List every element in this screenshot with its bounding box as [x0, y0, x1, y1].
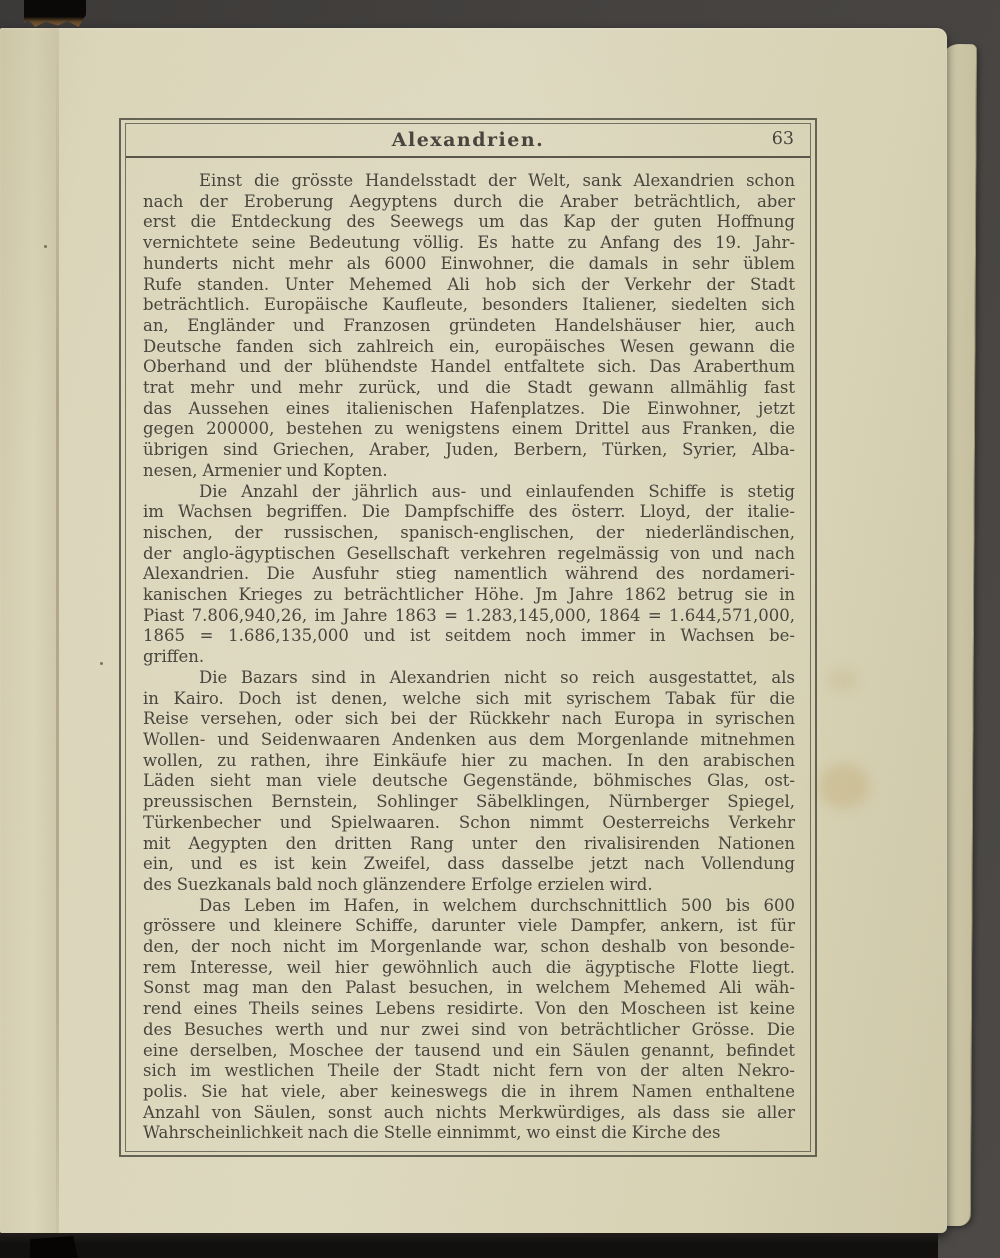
text-line: griffen. — [143, 647, 205, 667]
text-line: 1865 = 1.686,135,000 und ist seitdem noch immer in Wachsen be- — [143, 626, 795, 646]
binding-margin-shade — [0, 28, 56, 1233]
text-line: nach der Eroberung Aegyptens durch die Araber beträchtlich, aber — [143, 191, 795, 211]
text-line: Piast 7.806,940,26, im Jahre 1863 = 1.283,145,000, 1864 = 1.644,571,000, — [143, 605, 795, 625]
page-title: Alexandrien. — [391, 129, 545, 151]
text-line: Anzahl von Säulen, sonst auch nichts Merkwürdiges, als dass sie aller — [143, 1102, 795, 1122]
text-line: Das Leben im Hafen, in welchem durchschnittlich 500 bis 600 — [199, 895, 795, 915]
text-line: Die Bazars sind in Alexandrien nicht so reich ausgestattet, als — [199, 667, 795, 687]
paragraph — [143, 896, 795, 1144]
text-line: erst die Entdeckung des Seewegs um das Kap der guten Hoffnung — [143, 212, 795, 232]
binding-fragment-top — [24, 0, 86, 27]
text-line: gegen 200000, bestehen zu wenigstens einem Drittel aus Franken, die — [143, 419, 795, 439]
text-line: der anglo-ägyptischen Gesellschaft verkehren regelmässig von und nach — [143, 543, 795, 563]
text-line: Türkenbecher und Spielwaaren. Schon nimmt Oesterreichs Verkehr — [143, 812, 795, 832]
paragraph — [143, 171, 795, 482]
paper-stain — [828, 668, 858, 692]
text-line: den, der noch nicht im Morgenlande war, schon deshalb von besonde- — [143, 937, 795, 957]
text-line: polis. Sie hat viele, aber keineswegs die in ihrem Namen enthaltene — [143, 1081, 795, 1101]
paragraph — [143, 482, 795, 668]
page-body — [126, 158, 810, 1151]
text-line: preussischen Bernstein, Sohlinger Säbelklingen, Nürnberger Spiegel, — [143, 792, 795, 812]
page-border-frame — [119, 118, 817, 1157]
text-line: Deutsche fanden sich zahlreich ein, europäisches Wesen gewann die — [143, 336, 795, 356]
text-line: ein, und es ist kein Zweifel, dass dasselbe jetzt nach Vollendung — [143, 854, 795, 874]
text-line: im Wachsen begriffen. Die Dampfschiffe des österr. Lloyd, der italie- — [143, 502, 795, 522]
bottom-shadow-band — [0, 1233, 938, 1258]
book-page — [0, 28, 947, 1233]
text-line: Reise versehen, oder sich bei der Rückkehr nach Europa in syrischen — [143, 709, 795, 729]
text-line: des Suezkanals bald noch glänzendere Erfolge erzielen wird. — [143, 874, 653, 894]
text-line: Wollen- und Seidenwaaren Andenken aus dem Morgenlande mitnehmen — [143, 729, 795, 749]
text-line: trat mehr und mehr zurück, und die Stadt gewann allmählig fast — [143, 378, 795, 398]
text-line: Alexandrien. Die Ausfuhr stieg namentlich während des nordameri- — [143, 564, 795, 584]
text-line: eine derselben, Moschee der tausend und ein Säulen genannt, befindet — [143, 1040, 795, 1060]
paragraph — [143, 668, 795, 896]
text-line: Die Anzahl der jährlich aus- und einlaufenden Schiffe is stetig — [199, 481, 795, 501]
paper-stain — [818, 763, 870, 809]
text-line: nesen, Armenier und Kopten. — [143, 460, 388, 480]
paper-speck — [100, 662, 103, 665]
page-fold-crease — [56, 28, 59, 1233]
text-line: nischen, der russischen, spanisch-englischen, der niederländischen, — [143, 522, 795, 542]
text-line: vernichtete seine Bedeutung völlig. Es hatte zu Anfang des 19. Jahr- — [143, 233, 795, 253]
text-line: mit Aegypten den dritten Rang unter den rivalisirenden Nationen — [143, 833, 795, 853]
text-line: Läden sieht man viele deutsche Gegenstände, böhmisches Glas, ost- — [143, 771, 795, 791]
text-line: des Besuches werth und nur zwei sind von beträchtlicher Grösse. Die — [143, 1019, 795, 1039]
binding-fragment-bottom — [30, 1236, 78, 1258]
text-line: hunderts nicht mehr als 6000 Einwohner, die damals in sehr üblem — [143, 253, 795, 273]
text-line: wollen, zu rathen, ihre Einkäufe hier zu machen. In den arabischen — [143, 750, 795, 770]
text-line: an, Engländer und Franzosen gründeten Handelshäuser hier, auch — [143, 315, 795, 335]
text-line: Einst die grösste Handelsstadt der Welt, sank Alexandrien schon — [199, 171, 795, 190]
text-line: kanischen Krieges zu beträchtlicher Höhe. Jm Jahre 1862 betrug sie in — [143, 585, 795, 605]
text-line: sich im westlichen Theile der Stadt nicht fern von der alten Nekro- — [143, 1061, 795, 1081]
paper-speck — [44, 245, 47, 248]
page-number: 63 — [771, 129, 794, 149]
text-line: rend eines Theils seines Lebens residirte. Von den Moscheen ist keine — [143, 999, 795, 1019]
text-line: rem Interesse, weil hier gewöhnlich auch die ägyptische Flotte liegt. — [143, 957, 795, 977]
text-line: grössere und kleinere Schiffe, darunter viele Dampfer, ankern, ist für — [143, 916, 795, 936]
text-line: das Aussehen eines italienischen Hafenplatzes. Die Einwohner, jetzt — [143, 398, 795, 418]
page-header — [126, 124, 810, 158]
text-line: übrigen sind Griechen, Araber, Juden, Berbern, Türken, Syrier, Alba- — [143, 440, 795, 460]
text-line: Oberhand und der blühendste Handel entfaltete sich. Das Araberthum — [143, 357, 795, 377]
text-line: Sonst mag man den Palast besuchen, in welchem Mehemed Ali wäh- — [143, 978, 795, 998]
text-line: beträchtlich. Europäische Kaufleute, besonders Italiener, siedelten sich — [143, 295, 795, 315]
text-line: Rufe standen. Unter Mehemed Ali hob sich der Verkehr der Stadt — [143, 274, 795, 294]
text-line: Wahrscheinlichkeit nach die Stelle einnimmt, wo einst die Kirche des — [143, 1123, 721, 1143]
text-line: in Kairo. Doch ist denen, welche sich mit syrischem Tabak für die — [143, 688, 795, 708]
page-border-frame-inner — [125, 123, 811, 1152]
